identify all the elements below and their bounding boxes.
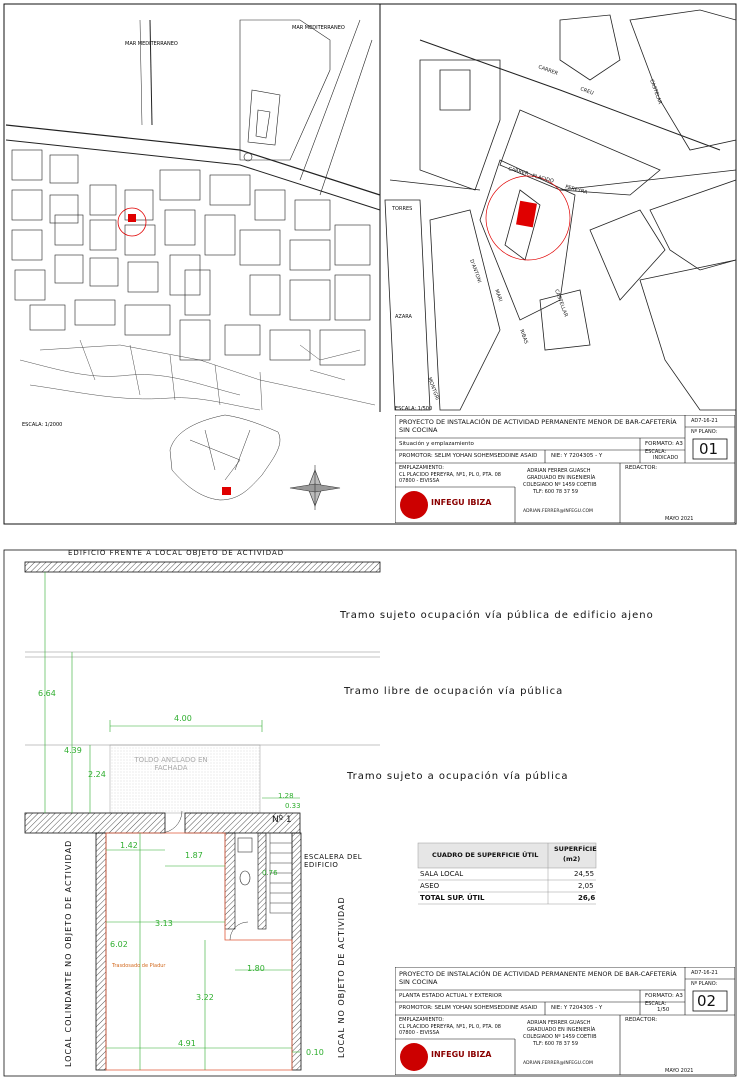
sheet-gap [0,530,740,540]
plan-number-label: Nº PLANO: [691,429,718,435]
author-phone: TLF: 600 78 37 59 [533,1041,578,1047]
author-college: COLEGIADO Nº 1459 COETIIB [523,1034,597,1040]
area-table [418,843,596,904]
company-logo-icon [400,491,428,519]
side-label-left: LOCAL COLINDANTE NO OBJETO DE ACTIVIDAD [64,839,73,1067]
area-total-value: 26,6 [578,894,596,902]
date: MAYO 2021 [665,516,694,522]
awning-label: TOLDO ANCLADO EN FACHADA [134,756,208,772]
svg-text:MARI: MARI [493,288,504,303]
dim-322: 3.22 [196,993,214,1002]
svg-text:AZARA: AZARA [395,314,412,320]
street-labels [391,64,663,401]
city-map-left [6,20,380,410]
dim-142: 1.42 [120,841,138,850]
plan-number-label: Nº PLANO: [691,981,718,987]
location-label: EMPLAZAMIENTO: [399,465,444,471]
zone-label-1: Tramo sujeto ocupación vía pública de edificio ajeno [340,610,654,621]
dim-010: 0.10 [306,1048,324,1057]
city-map-right [385,10,736,410]
scale-label: ESCALA: [645,1001,667,1007]
project-code: AD7-16-21 [691,970,718,976]
author-degree: GRADUADO EN INGENIERÍA [527,475,596,481]
format: FORMATO: A3 [645,441,683,447]
door-number: Nº 1 [272,815,292,825]
sheet-description: PLANTA ESTADO ACTUAL Y EXTERIOR [399,993,502,999]
location-label: EMPLAZAMIENTO: [399,1017,444,1023]
dim-128: 1.28 [278,792,294,800]
stair-label: ESCALERA DEL EDIFICIO [304,853,363,869]
scale-value: INDICADO [653,455,679,461]
plan-number: 02 [697,992,717,1010]
svg-text:PLACIDO: PLACIDO [531,173,555,185]
svg-text:TORRES: TORRES [392,206,413,212]
floor-plan-sheet [0,540,740,1080]
svg-text:CASTELLAR: CASTELLAR [553,288,569,318]
company-name: INFEGU IBIZA [431,1050,492,1059]
dim-313: 3.13 [155,919,173,928]
dim-491: 4.91 [178,1039,196,1048]
svg-text:CARRER: CARRER [507,166,529,178]
dim-076: 0.76 [262,869,278,877]
area-table-col-2: (m2) [563,855,581,863]
project-title: PROYECTO DE INSTALACIÓN DE ACTIVIDAD PERMANENTE MENOR DE BAR-CAFETERÍA SIN COCINA [399,970,677,986]
scale-value: 1/50 [657,1007,670,1013]
company-name: INFEGU IBIZA [431,498,492,507]
left-map-scale: ESCALA: 1/2000 [22,422,63,428]
situation-plan-sheet [0,0,740,530]
author-name: ADRIAN FERRER GUASCH [527,468,591,474]
nie: NIE: Y 7204305 - Y [551,1005,603,1011]
dim-224: 2.24 [88,770,106,779]
sea-label-2: MAR MEDITERRANEO [292,25,345,31]
area-row-label: SALA LOCAL [420,870,464,878]
date: MAYO 2021 [665,1068,694,1074]
sea-label-1: MAR MEDITERRANEO [125,41,178,47]
svg-text:D'ANTONI: D'ANTONI [468,258,483,284]
dim-400: 4.00 [174,714,192,723]
format: FORMATO: A3 [645,993,683,999]
promoter: PROMOTOR: SELIM YOHAN SOHEMSEDDINE ASAID [399,1005,538,1011]
area-row-value: 24,55 [574,870,595,878]
drafter-label: REDACTOR: [625,1017,658,1023]
svg-text:CASTELAR: CASTELAR [648,78,663,106]
area-row-value: 2,05 [578,882,594,890]
area-total-label: TOTAL SUP. ÚTIL [420,894,485,902]
project-code: AD7-16-21 [691,418,718,424]
building-header: EDIFICIO FRENTE A LOCAL OBJETO DE ACTIVIDAD [68,549,285,557]
svg-text:PEREYRA: PEREYRA [564,184,588,196]
right-map-scale: ESCALA: 1/500 [395,406,433,412]
location-line-1: CL PLACIDO PEREYRA, Nº1, PL 0, PTA. 08 [399,1024,501,1030]
location-line-2: 07800 - EIVISSA [399,1030,440,1036]
author-phone: TLF: 600 78 37 59 [533,489,578,495]
svg-text:CARRER: CARRER [537,64,559,77]
island-location-map [170,415,280,500]
author-degree: GRADUADO EN INGENIERÍA [527,1027,596,1033]
author-email: ADRIAN.FERRER@INFEGU.COM [523,1061,593,1066]
plan-number: 01 [699,440,719,458]
location-line-2: 07800 - EIVISSA [399,478,440,484]
svg-text:RIBAS: RIBAS [518,328,529,345]
scale-label: ESCALA: [645,449,667,455]
dim-664: 6.64 [38,689,56,698]
author-email: ADRIAN.FERRER@INFEGU.COM [523,509,593,514]
svg-text:CREU: CREU [579,86,595,97]
dim-439: 4.39 [64,746,82,755]
area-table-col-1: SUPERFÍCIE [554,845,597,853]
location-line-1: CL PLACIDO PEREYRA, Nº1, PL 0, PTA. 08 [399,472,501,478]
dim-187: 1.87 [185,851,203,860]
svg-text:MONTGRI: MONTGRI [426,376,440,402]
zone-label-3: Tramo sujeto a ocupación vía pública [347,771,569,782]
company-logo-icon [400,1043,428,1071]
author-college: COLEGIADO Nº 1459 COETIIB [523,482,597,488]
area-row-label: ASEO [420,882,440,890]
dim-602: 6.02 [110,940,128,949]
title-block-1 [395,415,735,523]
room-label: Trasdosado de Pladur [112,963,166,969]
title-block-2 [395,967,735,1075]
nie: NIE: Y 7204305 - Y [551,453,603,459]
compass-rose-icon [290,465,340,510]
dim-180: 1.80 [247,964,265,973]
side-label-right: LOCAL NO OBJETO DE ACTIVIDAD [337,896,346,1058]
sheet-description: Situación y emplazamiento [399,441,474,447]
area-table-header: CUADRO DE SUPERFICIE ÚTIL [432,851,539,859]
promoter: PROMOTOR: SELIM YOHAN SOHEMSEDDINE ASAID [399,453,538,459]
author-name: ADRIAN FERRER GUASCH [527,1020,591,1026]
drafter-label: REDACTOR: [625,465,658,471]
dim-033: 0.33 [285,802,301,810]
project-title: PROYECTO DE INSTALACIÓN DE ACTIVIDAD PERMANENTE MENOR DE BAR-CAFETERÍA SIN COCINA [399,418,677,434]
zone-label-2: Tramo libre de ocupación vía pública [344,686,564,697]
